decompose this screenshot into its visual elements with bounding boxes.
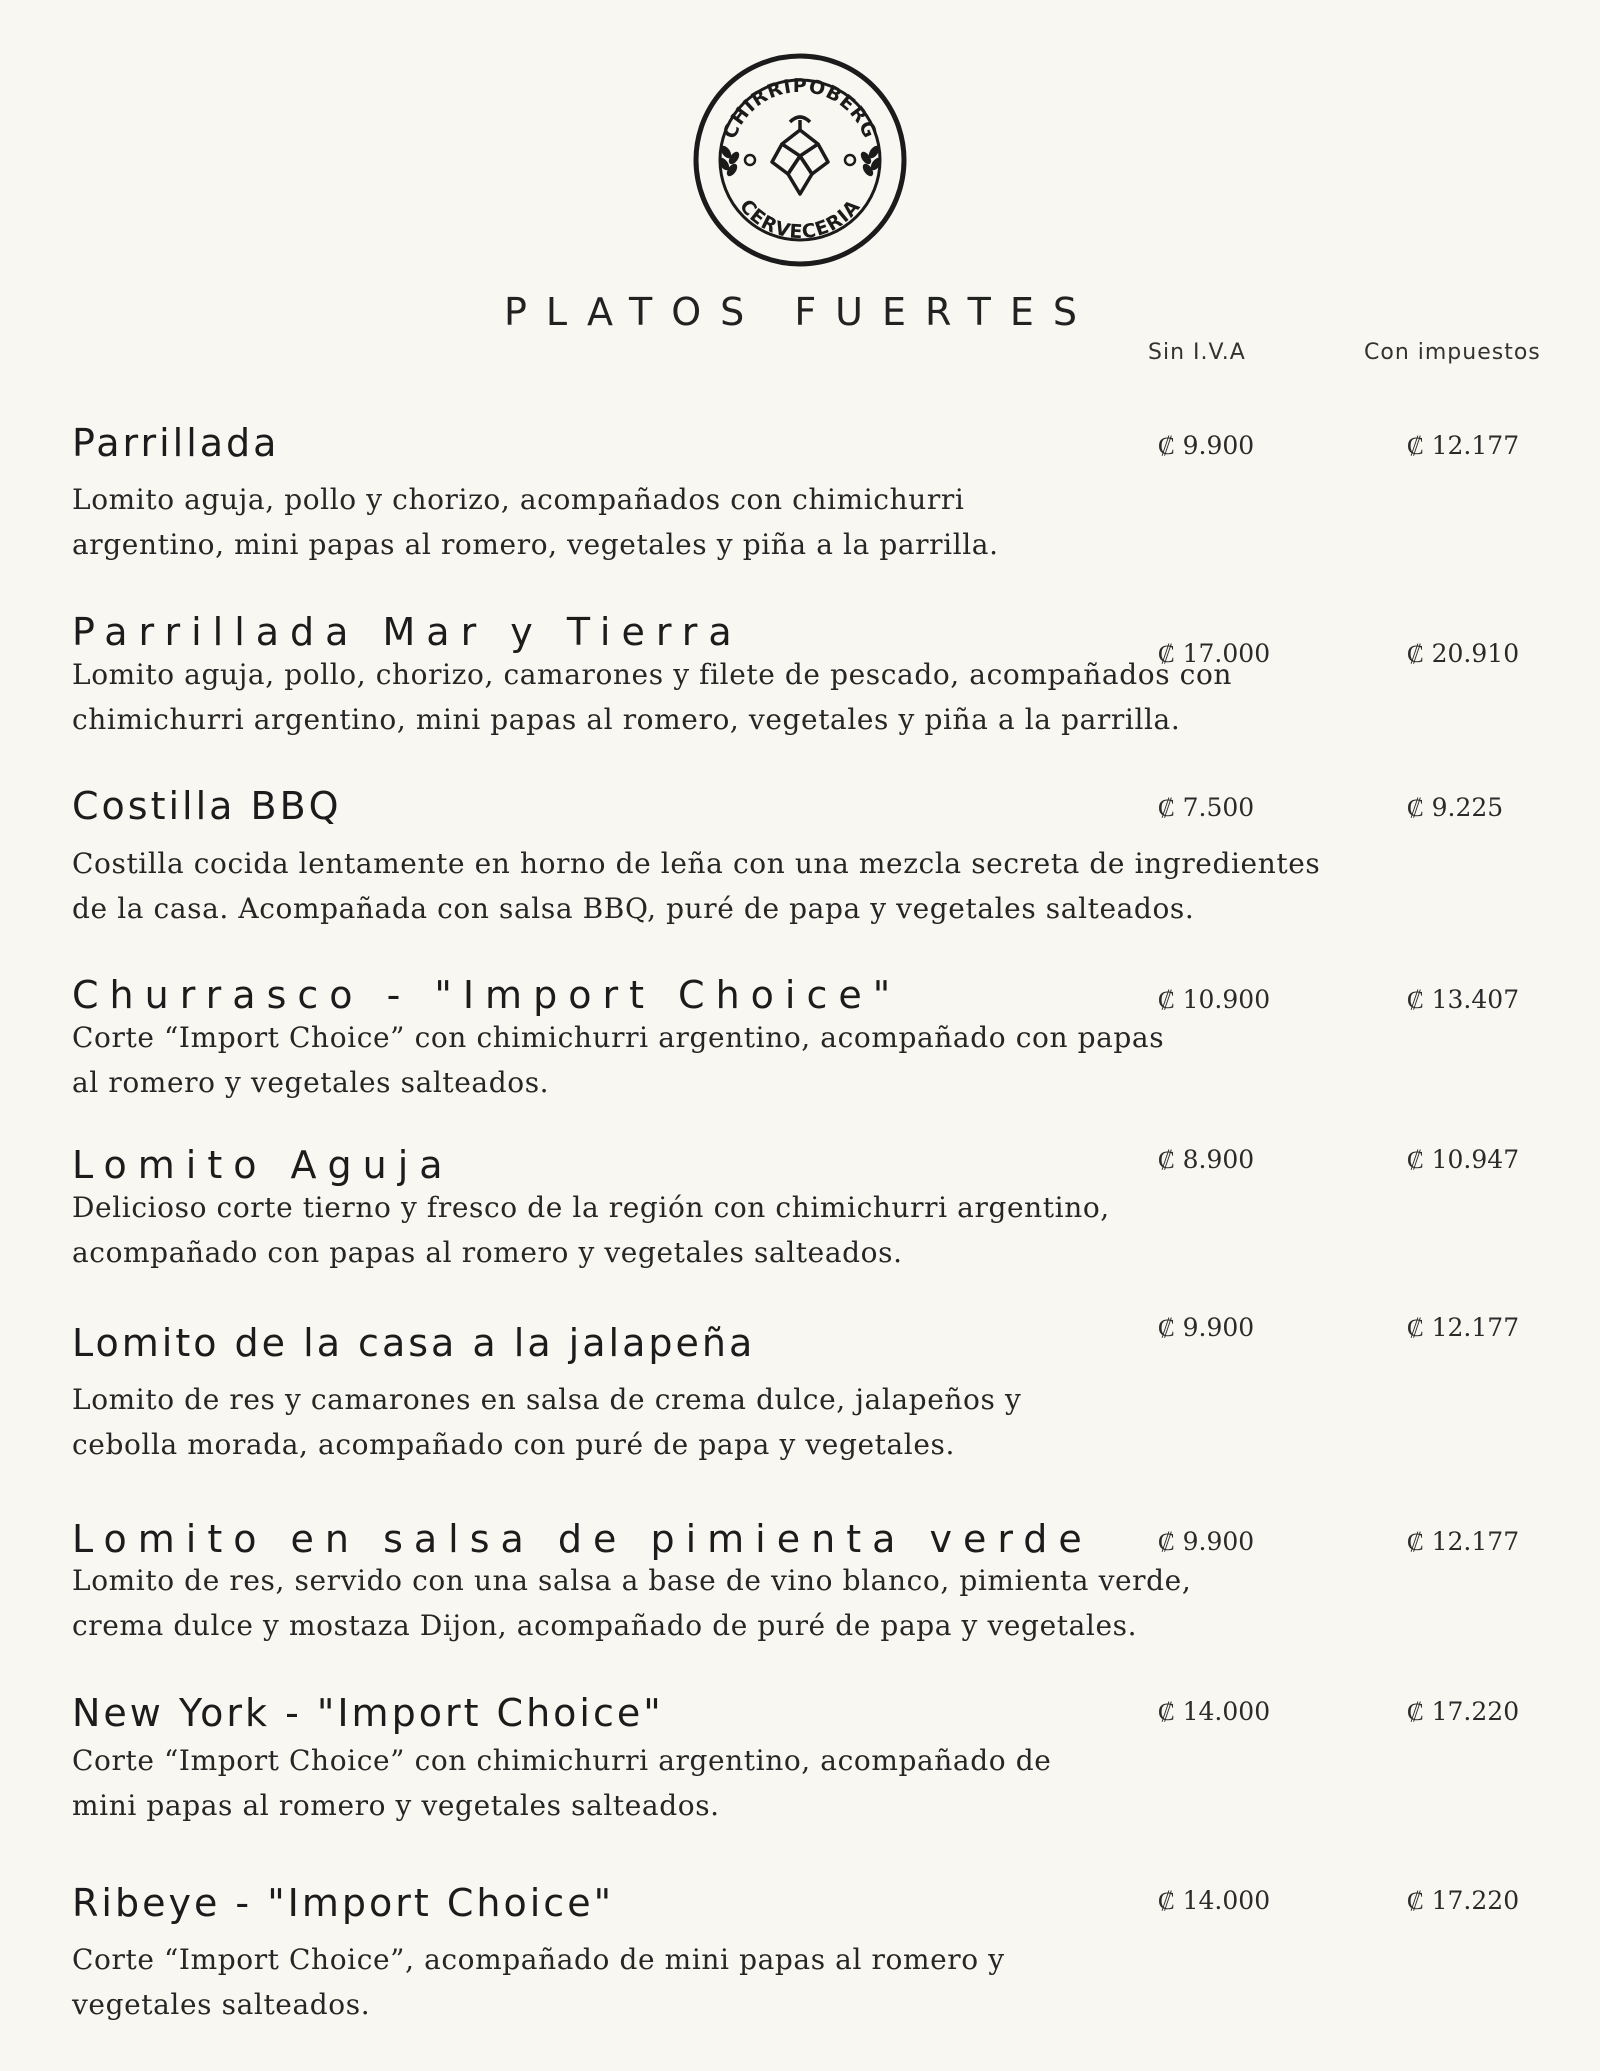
price-sin-iva: ₡ 14.000 (1158, 1886, 1271, 1915)
price-con-impuestos: ₡ 12.177 (1407, 431, 1520, 460)
price-sin-iva: ₡ 9.900 (1158, 1527, 1255, 1556)
dish-description (72, 1738, 1051, 1828)
description-line: al romero y vegetales salteados. (72, 1066, 550, 1099)
dish-name: Ribeye - "Import Choice" (72, 1881, 615, 1925)
price-sin-iva: ₡ 9.900 (1158, 431, 1255, 460)
dish-name: Parrillada (72, 421, 280, 465)
price-con-impuestos: ₡ 12.177 (1407, 1527, 1520, 1556)
price-sin-iva: ₡ 17.000 (1158, 639, 1271, 668)
price-con-impuestos: ₡ 13.407 (1407, 985, 1520, 1014)
price-sin-iva: ₡ 10.900 (1158, 985, 1271, 1014)
price-con-impuestos: ₡ 9.225 (1407, 793, 1504, 822)
description-line: Lomito aguja, pollo, chorizo, camarones y filete de pescado, acompañados con (72, 658, 1233, 691)
description-line: Lomito de res, servido con una salsa a base de vino blanco, pimienta verde, (72, 1564, 1192, 1597)
description-line: cebolla morada, acompañado con puré de papa y vegetales. (72, 1428, 956, 1461)
dish-name: Lomito de la casa a la jalapeña (72, 1321, 756, 1365)
description-line: Lomito aguja, pollo y chorizo, acompañados con chimichurri (72, 483, 965, 516)
brand-logo (692, 52, 908, 268)
description-line: chimichurri argentino, mini papas al romero, vegetales y piña a la parrilla. (72, 703, 1181, 736)
description-line: Costilla cocida lentamente en horno de leña con una mezcla secreta de ingredientes (72, 847, 1321, 880)
dish-description (72, 841, 1320, 931)
description-line: acompañado con papas al romero y vegetales salteados. (72, 1236, 903, 1269)
dish-description (72, 1937, 1005, 2027)
description-line: mini papas al romero y vegetales salteados. (72, 1789, 720, 1822)
dish-description (72, 477, 999, 567)
price-sin-iva: ₡ 9.900 (1158, 1313, 1255, 1342)
description-line: vegetales salteados. (72, 1988, 371, 2021)
column-header-con-impuestos: Con impuestos (1364, 340, 1541, 365)
description-line: Corte “Import Choice” con chimichurri argentino, acompañado de (72, 1744, 1052, 1777)
column-header-sin-iva: Sin I.V.A (1148, 340, 1246, 365)
dish-description (72, 652, 1232, 742)
dish-name: Lomito Aguja (72, 1143, 454, 1187)
price-con-impuestos: ₡ 12.177 (1407, 1313, 1520, 1342)
dish-description (72, 1015, 1164, 1105)
dish-description (72, 1558, 1191, 1648)
dish-description (72, 1185, 1110, 1275)
logo-brand-bottom: CERVECERIA (735, 195, 865, 244)
description-line: Corte “Import Choice” con chimichurri argentino, acompañado con papas (72, 1021, 1165, 1054)
description-line: Delicioso corte tierno y fresco de la región con chimichurri argentino, (72, 1191, 1110, 1224)
section-title: PLATOS FUERTES (504, 290, 1096, 334)
price-con-impuestos: ₡ 20.910 (1407, 639, 1520, 668)
description-line: Lomito de res y camarones en salsa de crema dulce, jalapeños y (72, 1383, 1022, 1416)
price-con-impuestos: ₡ 10.947 (1407, 1145, 1520, 1174)
description-line: crema dulce y mostaza Dijon, acompañado de puré de papa y vegetales. (72, 1609, 1138, 1642)
description-line: argentino, mini papas al romero, vegetales y piña a la parrilla. (72, 528, 999, 561)
dish-description (72, 1377, 1021, 1467)
logo-brand-top: CHIRRIPOBERG (718, 74, 882, 143)
price-con-impuestos: ₡ 17.220 (1407, 1697, 1520, 1726)
dish-name: Costilla BBQ (72, 784, 342, 828)
price-sin-iva: ₡ 8.900 (1158, 1145, 1255, 1174)
dish-name: Parrillada Mar y Tierra (72, 610, 743, 654)
description-line: Corte “Import Choice”, acompañado de mini papas al romero y (72, 1943, 1005, 1976)
price-con-impuestos: ₡ 17.220 (1407, 1886, 1520, 1915)
description-line: de la casa. Acompañada con salsa BBQ, puré de papa y vegetales salteados. (72, 892, 1195, 925)
dish-name: New York - "Import Choice" (72, 1691, 664, 1735)
dish-name: Churrasco - "Import Choice" (72, 973, 902, 1017)
hop-logo-icon (692, 52, 908, 268)
price-sin-iva: ₡ 7.500 (1158, 793, 1255, 822)
dish-name: Lomito en salsa de pimienta verde (72, 1517, 1093, 1561)
price-sin-iva: ₡ 14.000 (1158, 1697, 1271, 1726)
